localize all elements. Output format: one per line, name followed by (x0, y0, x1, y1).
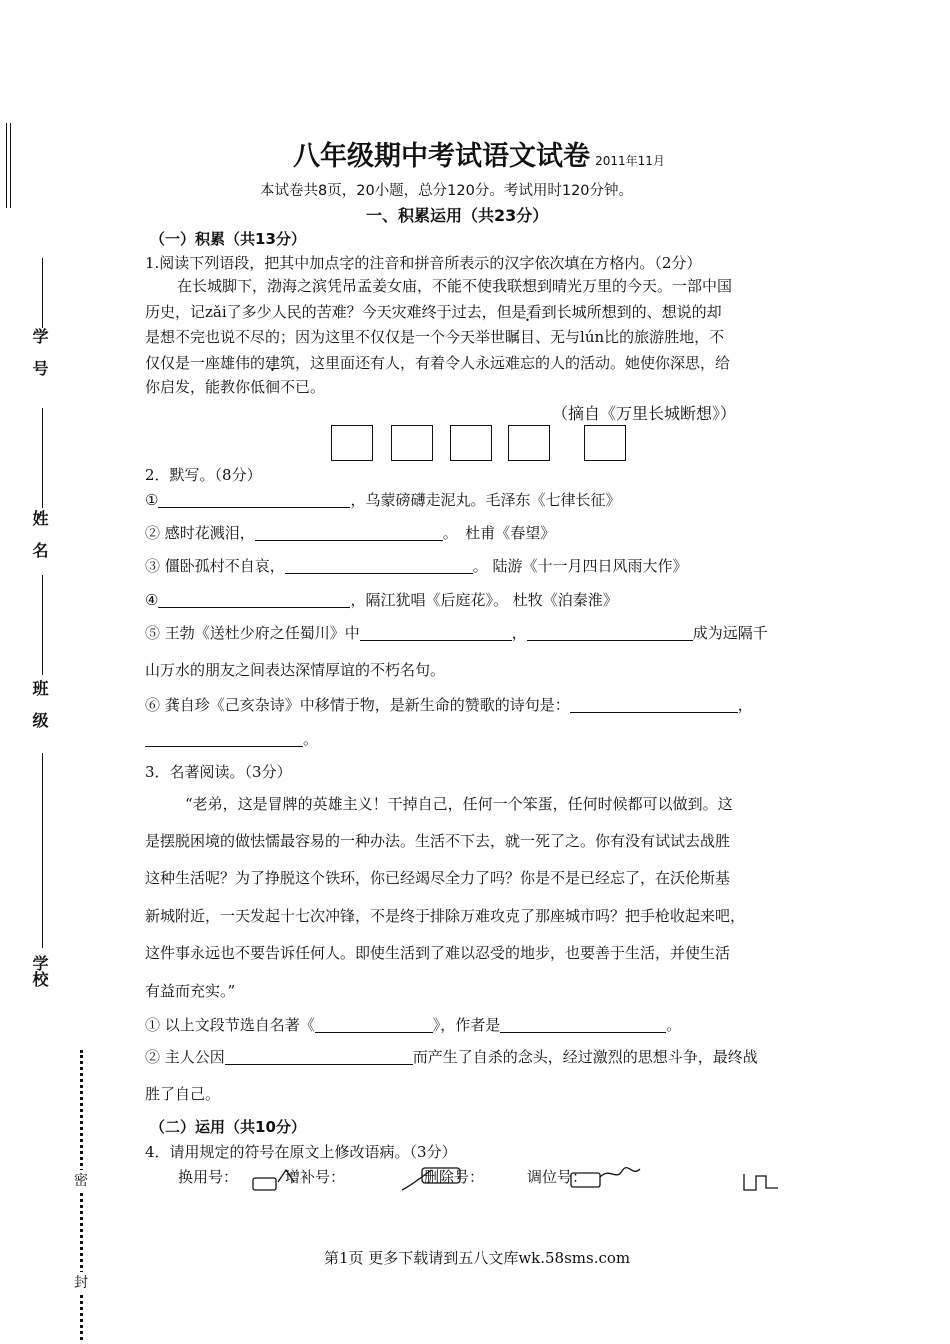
student-name-line (42, 408, 43, 508)
answer-blank[interactable] (500, 1016, 666, 1033)
seal-label: 密 (74, 1170, 88, 1190)
item-text: ④ (145, 591, 159, 609)
answer-box[interactable] (450, 425, 492, 461)
item-text: ⑥ 龚自珍《己亥杂诗》中移情于物，是新生命的赞歌的诗句是： (145, 696, 570, 714)
transpose-example-icon (742, 1172, 780, 1192)
passage-line: 历史，记zǎi了多少人民的苦难？今天灾难终于过去，但是看到长城所想到的、想说的却 (145, 303, 722, 321)
item-text: ② 感时花溅泪， (145, 524, 255, 542)
replace-symbol-icon (252, 1176, 278, 1192)
excerpt-line: 这种生活呢？为了挣脱这个铁环，你已经竭尽全力了吗？你是不是已经忘了，在沃伦斯基 (145, 869, 731, 887)
margin-top-rule (6, 123, 7, 208)
answer-box[interactable] (508, 425, 550, 461)
symbol-label: 换用号： (178, 1168, 239, 1186)
passage-line: 仅仅是一座雄伟的建筑，这里面还有人，有着令人永远难忘的人的活动。她使你深思，给 (145, 354, 731, 372)
transpose-symbol-icon (570, 1163, 642, 1191)
student-id-label: 学 号 (30, 328, 49, 376)
school-label: 学校 (30, 955, 49, 987)
excerpt-line: 是摆脱困境的做怯懦最容易的一种办法。生活不下去，就一死了之。你有没有试试去战胜 (145, 832, 731, 850)
reading-subquestion: 胜了自己。 (145, 1085, 221, 1103)
question-prompt: 1.阅读下列语段，把其中加点字的注音和拼音所表示的汉字依次填在方格内。（2分） (145, 254, 702, 272)
page-footer: 第1页 更多下载请到五八文库wk.58sms.com (324, 1249, 631, 1267)
excerpt-line: “老弟，这是冒牌的英雄主义！干掉自己，任何一个笨蛋，任何时候都可以做到。这 (185, 795, 733, 813)
answer-blank[interactable] (158, 591, 350, 608)
item-text: ， (511, 624, 527, 642)
question-prompt: 3．名著阅读。（3分） (145, 763, 292, 781)
item-text: ③ 僵卧孤村不自哀， (145, 557, 285, 575)
item-text: ⑤ 王勃《送杜少府之任蜀川》中 (145, 624, 360, 642)
answer-blank[interactable] (315, 1016, 433, 1033)
answer-box[interactable] (391, 425, 433, 461)
dictation-item (145, 555, 688, 576)
dictation-item (145, 728, 318, 749)
item-text: ① 以上文段节选自名著《 (145, 1016, 315, 1034)
section-heading: 一、积累运用（共23分） (366, 206, 549, 225)
passage-line: 在长城脚下，渤海之滨凭吊孟姜女庙，不能不使我联想到晴光万里的今天。一部中国 (177, 277, 733, 295)
insert-symbol-icon (276, 1166, 296, 1184)
item-text: 。 陆游《十一月四日风雨大作》 (472, 557, 688, 575)
student-name-label: 姓 名 (30, 510, 49, 558)
reading-subquestion (145, 1014, 681, 1035)
answer-blank[interactable] (527, 624, 693, 641)
dictation-item (145, 589, 618, 610)
passage-source: （摘自《万里长城断想》） (552, 404, 737, 423)
item-text: ，乌蒙磅礴走泥丸。毛泽东《七律长征》 (350, 491, 621, 509)
symbol-label: 调位号： (527, 1168, 588, 1186)
excerpt-line: 新城附近，一天发起十七次冲锋，不是终于排除万难攻克了那座城市吗？把手枪收起来吧， (145, 907, 746, 925)
dictation-item (145, 522, 555, 543)
seal-line (80, 1050, 83, 1340)
item-text: 成为远隔千 (692, 624, 768, 642)
class-line (42, 575, 43, 675)
item-text: ，隔江犹唱《后庭花》。 杜牧《泊秦淮》 (350, 591, 618, 609)
answer-blank[interactable] (360, 624, 512, 641)
answer-blank[interactable] (255, 524, 443, 541)
dictation-item: 山万水的朋友之间表达深情厚谊的不朽名句。 (145, 661, 446, 679)
exam-intro: 本试卷共8页，20小题，总分120分。考试用时120分钟。 (260, 183, 634, 199)
question-prompt: 4．请用规定的符号在原文上修改语病。（3分） (145, 1143, 457, 1161)
symbol-label: 删除号： (424, 1168, 485, 1186)
passage-line: 是想不完也说不尽的；因为这里不仅仅是一个今天举世瞩目、无与lún比的旅游胜地，不 (145, 328, 725, 346)
class-label: 班 级 (30, 680, 49, 728)
title-date: 2011年11月 (595, 154, 665, 168)
item-text: 。 杜甫《春望》 (442, 524, 556, 542)
dictation-item (145, 622, 768, 643)
delete-symbol-icon (400, 1166, 464, 1194)
item-text: ② 主人公因 (145, 1048, 225, 1066)
item-text: 》，作者是 (432, 1016, 501, 1034)
question-prompt: 2．默写。（8分） (145, 466, 262, 484)
item-text: ① (145, 491, 159, 509)
answer-blank[interactable] (570, 696, 738, 713)
excerpt-line: 有益而充实。” (145, 982, 236, 1000)
item-text: 。 (666, 1016, 682, 1034)
margin-top-rule (10, 123, 11, 208)
item-text: ， (737, 696, 753, 714)
student-id-line (42, 258, 43, 328)
answer-blank[interactable] (158, 491, 350, 508)
title-text: 八年级期中考试语文试卷 (293, 141, 590, 172)
item-text: 。 (303, 730, 319, 748)
seal-label: 封 (74, 1272, 88, 1292)
dictation-item (145, 489, 620, 510)
answer-box[interactable] (584, 425, 626, 461)
school-line (42, 753, 43, 948)
subsection-heading: （一）积累（共13分） (150, 230, 306, 248)
symbol-label: 增补号： (285, 1168, 346, 1186)
answer-blank[interactable] (225, 1048, 413, 1065)
reading-subquestion (145, 1046, 758, 1067)
item-text: 而产生了自杀的念头，经过激烈的思想斗争，最终战 (412, 1048, 758, 1066)
subsection-heading: （二）运用（共10分） (150, 1118, 306, 1136)
passage-line: 你启发，能教你低徊不已。 (145, 378, 326, 396)
excerpt-line: 这件事永远也不要告诉任何人。即使生活到了难以忍受的地步，也要善于生活，并使生活 (145, 944, 731, 962)
page-title (293, 134, 665, 173)
answer-blank[interactable] (285, 557, 473, 574)
answer-blank[interactable] (145, 730, 303, 747)
answer-box[interactable] (331, 425, 373, 461)
dictation-item (145, 694, 753, 715)
